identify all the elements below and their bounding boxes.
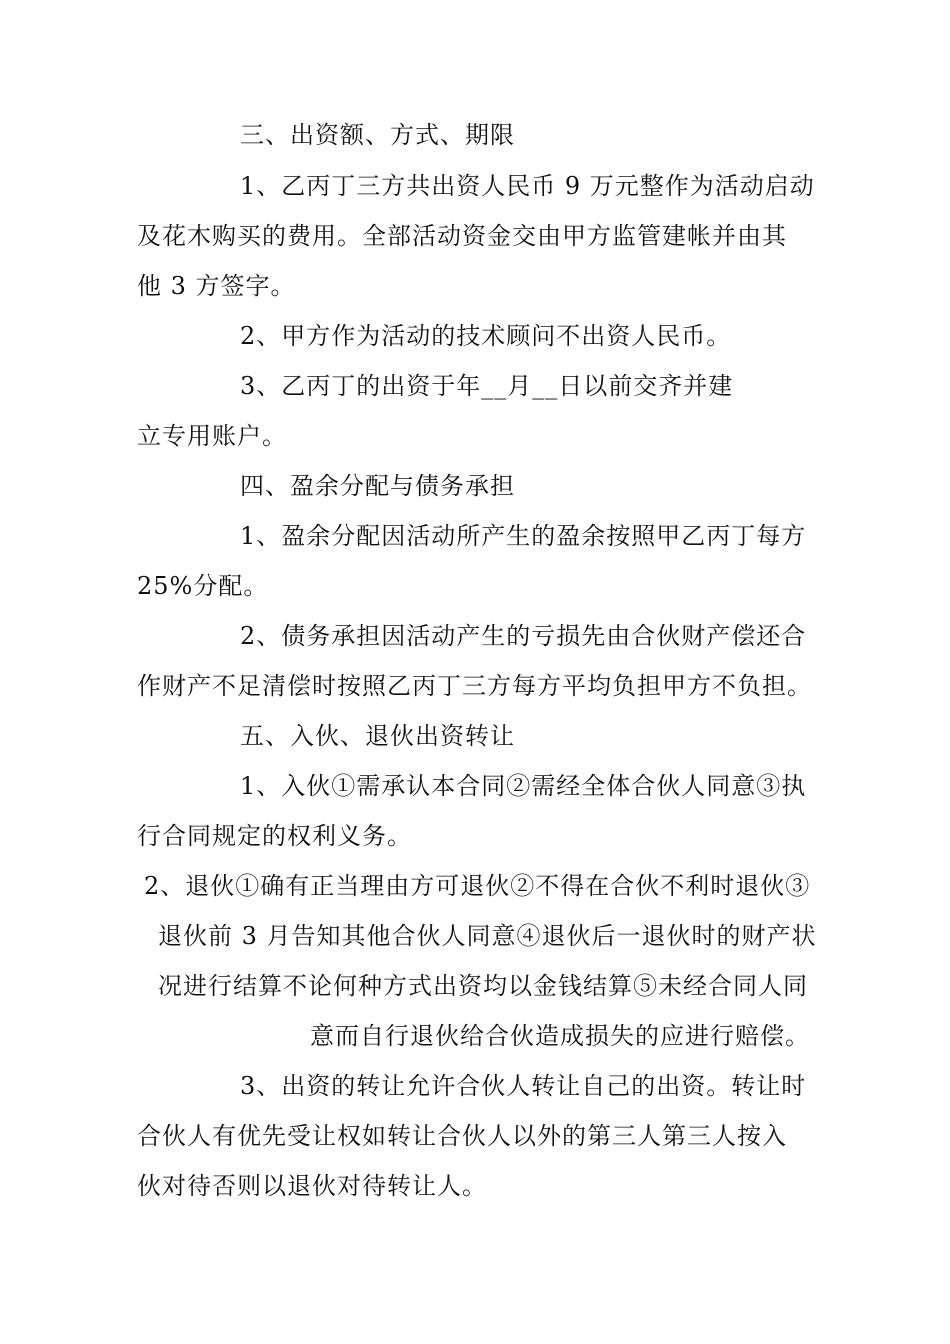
paragraph-line: 况进行结算不论何种方式出资均以金钱结算⑤未经合同人同 [158, 972, 808, 1000]
paragraph-line: 他 3 方签字。 [137, 272, 296, 300]
paragraph-line: 1、盈余分配因活动所产生的盈余按照甲乙丙丁每方 [240, 522, 807, 550]
paragraph-line: 2、债务承担因活动产生的亏损先由合伙财产偿还合 [240, 622, 807, 650]
paragraph-line: 及花木购买的费用。全部活动资金交由甲方监管建帐并由其 [137, 222, 787, 250]
paragraph-line: 合伙人有优先受让权如转让合伙人以外的第三人第三人按入 [137, 1122, 787, 1150]
section-heading: 三、出资额、方式、期限 [240, 121, 515, 149]
paragraph-line: 作财产不足清偿时按照乙丙丁三方每方平均负担甲方不负担。 [137, 672, 812, 700]
paragraph-line: 退伙前 3 月告知其他合伙人同意④退伙后一退伙时的财产状 [158, 922, 817, 950]
paragraph-line: 意而自行退伙给合伙造成损失的应进行赔偿。 [310, 1022, 810, 1050]
paragraph-line: 25%分配。 [137, 572, 269, 600]
paragraph-line: 2、退伙①确有正当理由方可退伙②不得在合伙不利时退伙③ [144, 872, 811, 900]
paragraph-line: 2、甲方作为活动的技术顾问不出资人民币。 [240, 322, 732, 350]
paragraph-line: 1、乙丙丁三方共出资人民币 9 万元整作为活动启动 [240, 172, 815, 200]
paragraph-line: 伙对待否则以退伙对待转让人。 [137, 1172, 487, 1200]
paragraph-line: 1、入伙①需承认本合同②需经全体合伙人同意③执 [240, 772, 807, 800]
section-heading: 四、盈余分配与债务承担 [240, 472, 515, 500]
section-heading: 五、入伙、退伙出资转让 [240, 722, 515, 750]
paragraph-line: 立专用账户。 [137, 422, 287, 450]
paragraph-line: 3、出资的转让允许合伙人转让自己的出资。转让时 [240, 1072, 807, 1100]
paragraph-line: 3、乙丙丁的出资于年__月__日以前交齐并建 [240, 372, 734, 400]
paragraph-line: 行合同规定的权利义务。 [137, 822, 412, 850]
